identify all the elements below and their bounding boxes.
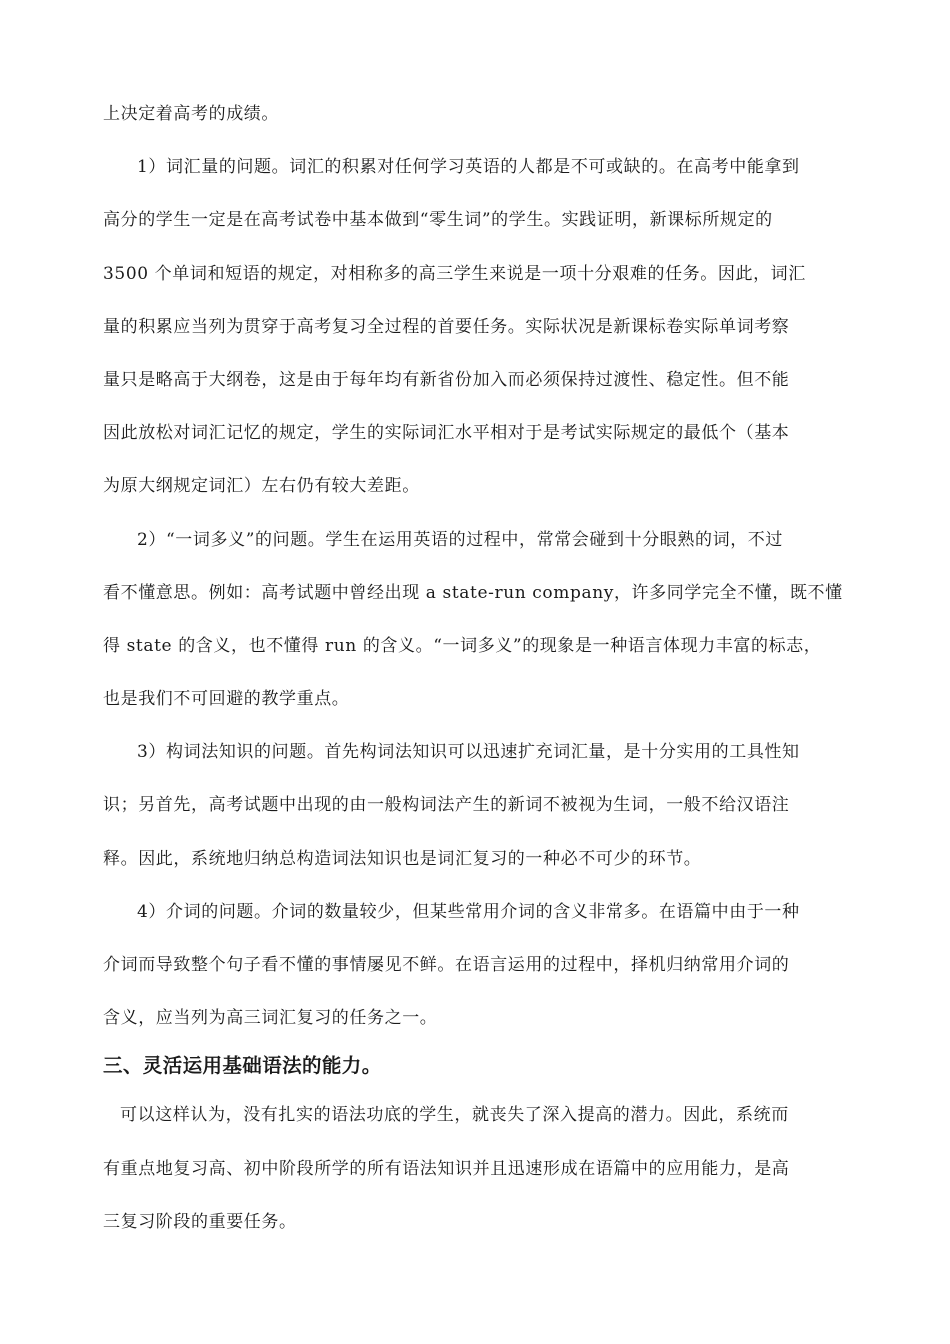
text-line: 也是我们不可回避的教学重点。 [103, 689, 350, 710]
text-line: 3500 个单词和短语的规定，对相称多的高三学生来说是一项十分艰难的任务。因此，词汇 [103, 263, 806, 284]
text-line: 量的积累应当列为贯穿于高考复习全过程的首要任务。实际状况是新课标卷实际单词考察 [103, 316, 790, 337]
text-line: 得 state 的含义，也不懂得 run 的含义。“一词多义”的现象是一种语言体现力丰富的标志， [103, 635, 822, 656]
paragraph-polysemy [103, 514, 863, 727]
text-line: 为原大纲规定词汇）左右仍有较大差距。 [103, 476, 420, 497]
text-line: 高分的学生一定是在高考试卷中基本做到“零生词”的学生。实践证明，新课标所规定的 [103, 210, 773, 231]
text-line: 介词而导致整个句子看不懂的事情屡见不鲜。在语言运用的过程中，择机归纳常用介词的 [103, 955, 790, 975]
paragraph-prepositions [103, 886, 863, 1046]
text-line: 看不懂意思。例如：高考试题中曾经出现 a state-run company，许多同学完全不懂，既不懂 [103, 582, 843, 603]
text-line: 1）词汇量的问题。词汇的积累对任何学习英语的人都是不可或缺的。在高考中能拿到 [137, 157, 800, 178]
text-line: 释。因此，系统地归纳总构造词法知识也是词汇复习的一种必不可少的环节。 [103, 848, 702, 869]
text-line: 可以这样认为，没有扎实的语法功底的学生，就丧失了深入提高的潜力。因此，系统而 [120, 1105, 789, 1126]
paragraph-grammar [103, 1089, 863, 1249]
text-line: 识；另首先，高考试题中出现的由一般构词法产生的新词不被视为生词，一般不给汉语注 [103, 795, 790, 816]
text-line: 含义，应当列为高三词汇复习的任务之一。 [103, 1008, 438, 1029]
paragraph-vocabulary [103, 141, 863, 513]
text-line: 2）“一词多义”的问题。学生在运用英语的过程中，常常会碰到十分眼熟的词，不过 [137, 529, 783, 550]
paragraph-word-formation [103, 726, 863, 886]
text-line: 有重点地复习高、初中阶段所学的所有语法知识并且迅速形成在语篇中的应用能力，是高 [103, 1158, 790, 1179]
text-line: 量只是略高于大纲卷，这是由于每年均有新省份加入而必须保持过渡性、稳定性。但不能 [103, 369, 790, 390]
document-body [103, 88, 863, 1249]
text-line: 上决定着高考的成绩。 [103, 104, 279, 124]
text-line: 4）介词的问题。介词的数量较少，但某些常用介词的含义非常多。在语篇中由于一种 [137, 901, 800, 922]
section-heading: 三、灵活运用基础语法的能力。 [103, 1054, 382, 1078]
text-line: 三复习阶段的重要任务。 [103, 1211, 297, 1232]
text-line: 因此放松对词汇记忆的规定，学生的实际词汇水平相对于是考试实际规定的最低个（基本 [103, 423, 790, 444]
text-line: 3）构词法知识的问题。首先构词法知识可以迅速扩充词汇量，是十分实用的工具性知 [137, 742, 800, 763]
